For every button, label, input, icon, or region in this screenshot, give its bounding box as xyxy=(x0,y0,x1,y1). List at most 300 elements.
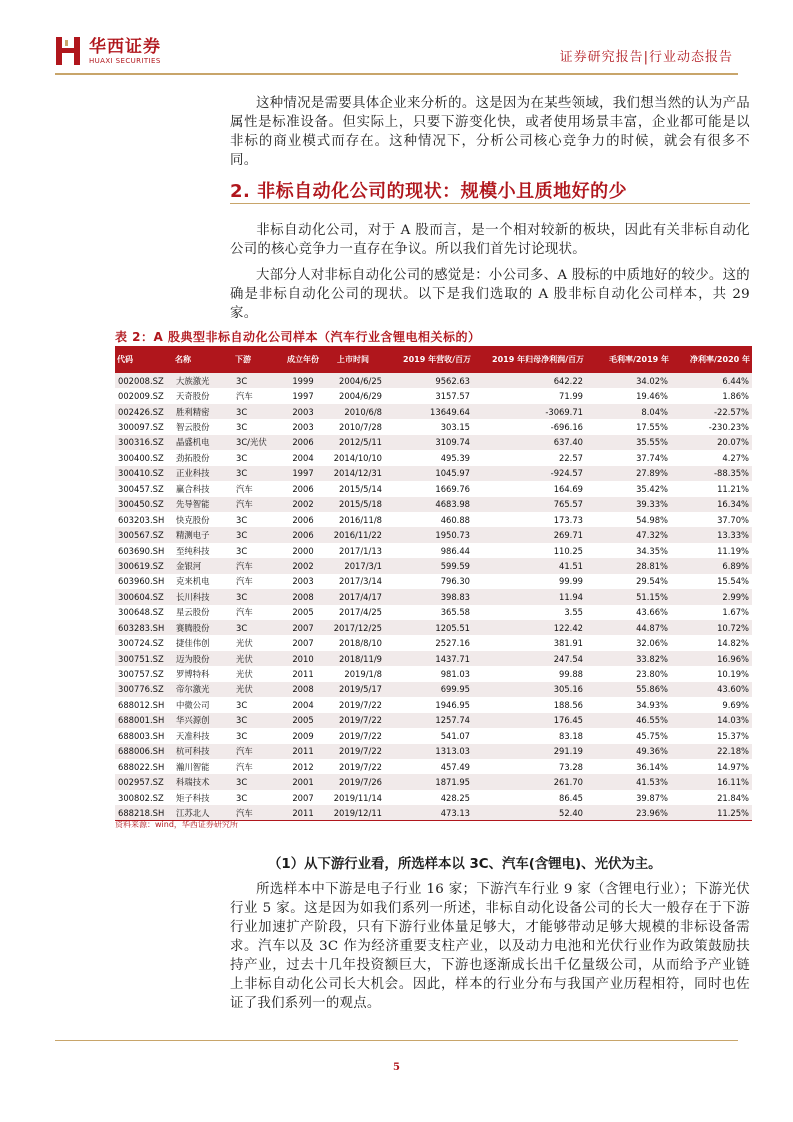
cell-revenue: 1257.74 xyxy=(435,715,470,726)
table-row xyxy=(115,466,752,481)
cell-net-margin: 14.97% xyxy=(717,761,749,772)
cell-downstream: 光伏 xyxy=(236,638,253,649)
cell-revenue: 457.49 xyxy=(440,761,470,772)
cell-downstream: 3C xyxy=(236,406,248,417)
cell-net-margin: 16.11% xyxy=(717,777,749,788)
table-row xyxy=(115,388,752,403)
paragraph-intro xyxy=(230,94,750,170)
section-heading-underline xyxy=(230,203,750,204)
report-type: 证券研究报告|行业动态报告 xyxy=(559,50,733,65)
cell-net-profit: -924.57 xyxy=(550,468,583,479)
cell-net-margin: 37.70% xyxy=(717,514,749,525)
cell-revenue: 1437.71 xyxy=(435,653,470,664)
cell-listed: 2017/1/13 xyxy=(339,545,382,556)
cell-founded: 2006 xyxy=(292,483,314,494)
cell-net-profit: 247.54 xyxy=(553,653,583,664)
cell-downstream: 汽车 xyxy=(236,576,253,587)
cell-gross-margin: 43.66% xyxy=(636,607,668,618)
cell-code: 603203.SH xyxy=(118,514,165,525)
cell-listed: 2014/12/31 xyxy=(333,468,382,479)
cell-code: 688006.SH xyxy=(118,746,165,757)
cell-name: 罗博特科 xyxy=(176,669,210,680)
cell-name: 金银河 xyxy=(176,560,202,571)
cell-code: 688022.SH xyxy=(118,761,165,772)
cell-revenue: 303.15 xyxy=(440,422,470,433)
cell-gross-margin: 39.87% xyxy=(636,792,668,803)
cell-net-margin: 20.07% xyxy=(717,437,749,448)
header-gross-margin: 毛利率/2019 年 xyxy=(609,355,669,364)
cell-name: 快克股份 xyxy=(176,514,210,525)
cell-listed: 2019/7/22 xyxy=(339,761,382,772)
brand-name-cn: 华西证券 xyxy=(89,36,161,57)
cell-downstream: 光伏 xyxy=(236,653,253,664)
table-row xyxy=(115,635,752,650)
cell-listed: 2015/5/18 xyxy=(339,499,382,510)
cell-code: 300724.SZ xyxy=(118,638,164,649)
cell-revenue: 1950.73 xyxy=(435,530,470,541)
header-revenue: 2019 年营收/百万 xyxy=(403,355,471,364)
cell-net-profit: 291.19 xyxy=(553,746,583,757)
cell-code: 002426.SZ xyxy=(118,406,164,417)
cell-net-margin: 6.44% xyxy=(722,375,749,386)
cell-code: 688001.SH xyxy=(118,715,165,726)
cell-name: 赛腾股份 xyxy=(176,622,210,633)
cell-name: 杭可科技 xyxy=(176,746,210,757)
cell-gross-margin: 34.02% xyxy=(636,375,668,386)
cell-gross-margin: 51.15% xyxy=(636,591,668,602)
cell-net-profit: 637.40 xyxy=(553,437,583,448)
page-number: 5 xyxy=(393,1062,400,1073)
table-row xyxy=(115,527,752,542)
cell-name: 长川科技 xyxy=(176,591,210,602)
cell-gross-margin: 32.06% xyxy=(636,638,668,649)
cell-revenue: 1669.76 xyxy=(435,483,470,494)
cell-gross-margin: 41.53% xyxy=(636,777,668,788)
cell-downstream: 3C xyxy=(236,591,248,602)
cell-code: 300457.SZ xyxy=(118,483,164,494)
cell-founded: 2007 xyxy=(292,622,314,633)
cell-revenue: 1313.03 xyxy=(435,746,470,757)
cell-revenue: 599.59 xyxy=(440,560,470,571)
cell-listed: 2004/6/29 xyxy=(339,391,382,402)
cell-code: 300776.SZ xyxy=(118,684,164,695)
header-net-profit: 2019 年归母净利润/百万 xyxy=(492,355,584,364)
cell-code: 688218.SH xyxy=(115,805,173,820)
cell-founded: 2005 xyxy=(292,715,314,726)
cell-listed: 2018/11/9 xyxy=(339,653,382,664)
cell-gross-margin: 23.96% xyxy=(586,805,671,820)
cell-revenue: 1871.95 xyxy=(435,777,470,788)
cell-listed: 2018/8/10 xyxy=(339,638,382,649)
cell-downstream: 汽车 xyxy=(233,805,285,820)
cell-revenue: 398.83 xyxy=(440,591,470,602)
brand-logo xyxy=(55,34,161,68)
cell-founded: 1999 xyxy=(292,375,314,386)
cell-founded: 2006 xyxy=(292,514,314,525)
cell-code: 300097.SZ xyxy=(118,422,164,433)
cell-listed: 2017/4/17 xyxy=(339,591,382,602)
cell-net-margin: 9.69% xyxy=(722,699,749,710)
cell-name: 华兴源创 xyxy=(176,715,210,726)
cell-founded: 2002 xyxy=(292,499,314,510)
huaxi-logo-icon xyxy=(55,35,81,67)
cell-downstream: 3C xyxy=(236,468,248,479)
cell-name: 星云股份 xyxy=(176,607,210,618)
cell-listed: 2019/7/22 xyxy=(339,715,382,726)
header-net-margin: 净利率/2020 年 xyxy=(690,355,750,364)
table-row xyxy=(115,404,752,419)
table-row xyxy=(115,790,752,805)
cell-founded: 2007 xyxy=(292,792,314,803)
cell-founded: 2010 xyxy=(292,653,314,664)
cell-gross-margin: 35.42% xyxy=(636,483,668,494)
cell-net-margin: 11.25% xyxy=(671,805,752,820)
cell-founded: 2003 xyxy=(292,406,314,417)
table-row xyxy=(115,589,752,604)
cell-gross-margin: 19.46% xyxy=(636,391,668,402)
paragraph-current-state xyxy=(230,221,750,259)
cell-listed: 2019/7/22 xyxy=(339,746,382,757)
footer-divider xyxy=(55,1040,738,1041)
cell-founded: 2001 xyxy=(292,777,314,788)
table-row xyxy=(115,512,752,527)
header-code: 代码 xyxy=(117,355,133,364)
cell-gross-margin: 34.93% xyxy=(636,699,668,710)
table-row xyxy=(115,481,752,496)
cell-revenue: 4683.98 xyxy=(435,499,470,510)
cell-name: 天准科技 xyxy=(176,730,210,741)
cell-code: 002009.SZ xyxy=(118,391,164,402)
cell-name: 正业科技 xyxy=(176,468,210,479)
cell-gross-margin: 47.32% xyxy=(636,530,668,541)
cell-listed: 2019/5/17 xyxy=(339,684,382,695)
cell-listed: 2017/12/25 xyxy=(333,622,382,633)
table-header-row xyxy=(115,346,752,373)
cell-founded: 2008 xyxy=(292,591,314,602)
cell-net-profit: 642.22 xyxy=(553,375,583,386)
cell-name: 迈为股份 xyxy=(176,653,210,664)
cell-name: 大族激光 xyxy=(176,375,210,386)
cell-net-margin: 15.37% xyxy=(717,730,749,741)
cell-gross-margin: 27.89% xyxy=(636,468,668,479)
cell-revenue: 1205.51 xyxy=(435,622,470,633)
cell-revenue: 2527.16 xyxy=(435,638,470,649)
cell-code: 300802.SZ xyxy=(118,792,164,803)
cell-listed: 2004/6/25 xyxy=(339,375,382,386)
cell-downstream: 3C xyxy=(236,622,248,633)
cell-revenue: 1045.97 xyxy=(435,468,470,479)
cell-listed: 2017/3/14 xyxy=(339,576,382,587)
cell-net-profit: 52.40 xyxy=(473,805,586,820)
cell-name: 晶盛机电 xyxy=(176,437,210,448)
cell-gross-margin: 35.55% xyxy=(636,437,668,448)
cell-code: 300648.SZ xyxy=(118,607,164,618)
table-row xyxy=(115,774,752,789)
cell-name: 至纯科技 xyxy=(176,545,210,556)
cell-net-profit: 99.88 xyxy=(559,669,583,680)
company-sample-table xyxy=(115,346,752,821)
cell-net-profit: 86.45 xyxy=(559,792,583,803)
cell-name: 先导智能 xyxy=(176,499,210,510)
cell-name: 劲拓股份 xyxy=(176,452,210,463)
cell-code: 300450.SZ xyxy=(118,499,164,510)
table-row xyxy=(115,558,752,573)
cell-founded: 2009 xyxy=(292,730,314,741)
cell-gross-margin: 46.55% xyxy=(636,715,668,726)
cell-code: 300757.SZ xyxy=(118,669,164,680)
cell-gross-margin: 36.14% xyxy=(636,761,668,772)
table-row xyxy=(115,759,752,774)
cell-downstream: 3C xyxy=(236,730,248,741)
cell-downstream: 汽车 xyxy=(236,391,253,402)
table-row xyxy=(115,543,752,558)
cell-net-profit: 71.99 xyxy=(559,391,583,402)
cell-net-profit: 41.51 xyxy=(559,560,583,571)
cell-founded: 2000 xyxy=(292,545,314,556)
cell-net-margin: 4.27% xyxy=(722,452,749,463)
cell-name: 帝尔激光 xyxy=(176,684,210,695)
cell-net-profit: 11.94 xyxy=(559,591,583,602)
cell-downstream: 汽车 xyxy=(236,746,253,757)
cell-net-margin: 10.72% xyxy=(717,622,749,633)
cell-gross-margin: 29.54% xyxy=(636,576,668,587)
cell-downstream: 3C/光伏 xyxy=(236,437,267,448)
cell-net-margin: 22.18% xyxy=(717,746,749,757)
cell-listed: 2019/7/22 xyxy=(339,730,382,741)
cell-revenue: 9562.63 xyxy=(435,375,470,386)
cell-listed: 2019/12/11 xyxy=(321,805,385,820)
table-row xyxy=(115,497,752,512)
cell-net-margin: 6.89% xyxy=(722,560,749,571)
paragraph-current-state-text: 非标自动化公司，对于 A 股而言，是一个相对较新的板块，因此有关非标自动化公司的核心竞争力一直存在争议。所以我们首先讨论现状。 xyxy=(230,223,750,257)
cell-net-margin: 15.54% xyxy=(717,576,749,587)
cell-downstream: 3C xyxy=(236,422,248,433)
cell-founded: 2011 xyxy=(292,669,314,680)
cell-net-margin: 16.96% xyxy=(717,653,749,664)
cell-downstream: 汽车 xyxy=(236,761,253,772)
cell-listed: 2019/11/14 xyxy=(333,792,382,803)
cell-revenue: 541.07 xyxy=(440,730,470,741)
cell-net-profit: 83.18 xyxy=(559,730,583,741)
cell-gross-margin: 33.82% xyxy=(636,653,668,664)
table-row xyxy=(115,728,752,743)
cell-name: 科瑞技术 xyxy=(176,777,210,788)
cell-listed: 2019/7/26 xyxy=(339,777,382,788)
paragraph-sample-text: 大部分人对非标自动化公司的感觉是：小公司多、A 股标的中质地好的较少。这的确是非标自动化公司的现状。以下是我们选取的 A 股非标自动化公司样本，共 29 家。 xyxy=(230,268,750,321)
table-row xyxy=(115,450,752,465)
cell-gross-margin: 54.98% xyxy=(636,514,668,525)
cell-code: 688012.SH xyxy=(118,699,165,710)
cell-code: 300604.SZ xyxy=(118,591,164,602)
cell-net-margin: 14.03% xyxy=(717,715,749,726)
cell-revenue: 13649.64 xyxy=(430,406,470,417)
cell-revenue: 699.95 xyxy=(440,684,470,695)
cell-revenue: 986.44 xyxy=(440,545,470,556)
cell-code: 300410.SZ xyxy=(118,468,164,479)
cell-net-margin: 13.33% xyxy=(717,530,749,541)
cell-name: 智云股份 xyxy=(176,422,210,433)
cell-name: 克来机电 xyxy=(176,576,210,587)
header-listed: 上市时间 xyxy=(337,355,369,364)
cell-code: 300567.SZ xyxy=(118,530,164,541)
cell-listed: 2016/11/22 xyxy=(333,530,382,541)
cell-listed: 2010/6/8 xyxy=(344,406,382,417)
cell-founded: 2011 xyxy=(285,805,321,820)
cell-gross-margin: 39.33% xyxy=(636,499,668,510)
cell-gross-margin: 45.75% xyxy=(636,730,668,741)
table-title: 表 2：A 股典型非标自动化公司样本（汽车行业含锂电相关标的） xyxy=(115,330,481,344)
cell-code: 300316.SZ xyxy=(118,437,164,448)
table-row xyxy=(115,419,752,434)
cell-gross-margin: 49.36% xyxy=(636,746,668,757)
header-founded: 成立年份 xyxy=(287,355,319,364)
cell-downstream: 汽车 xyxy=(236,607,253,618)
cell-code: 002008.SZ xyxy=(118,375,164,386)
section-heading: 2. 非标自动化公司的现状：规模小且质地好的少 xyxy=(230,181,628,202)
cell-downstream: 光伏 xyxy=(236,669,253,680)
cell-net-margin: 43.60% xyxy=(717,684,749,695)
cell-net-profit: 99.99 xyxy=(559,576,583,587)
table-row xyxy=(115,651,752,666)
cell-gross-margin: 23.80% xyxy=(636,669,668,680)
cell-gross-margin: 17.55% xyxy=(636,422,668,433)
cell-downstream: 3C xyxy=(236,375,248,386)
cell-founded: 2004 xyxy=(292,699,314,710)
cell-founded: 2004 xyxy=(292,452,314,463)
cell-net-profit: 164.69 xyxy=(553,483,583,494)
cell-code: 300400.SZ xyxy=(118,452,164,463)
paragraph-intro-text: 这种情况是需要具体企业来分析的。这是因为在某些领域，我们想当然的认为产品属性是标准设备。但实际上，只要下游变化快，或者使用场景丰富，企业都可能是以非标的商业模式而存在。这种情况下，分析公司核心竞争力的时候，就会有很多不同。 xyxy=(230,96,750,168)
cell-downstream: 3C xyxy=(236,514,248,525)
brand-name-en: HUAXI SECURITIES xyxy=(89,56,161,65)
cell-listed: 2016/11/8 xyxy=(339,514,382,525)
cell-downstream: 3C xyxy=(236,452,248,463)
cell-gross-margin: 28.81% xyxy=(636,560,668,571)
paragraph-downstream-text: 所选样本中下游是电子行业 16 家；下游汽车行业 9 家（含锂电行业）；下游光伏行业 5 家。这是因为如我们系列一所述，非标自动化设备公司的长大一般存在于下游行业加速扩产阶段，只有下游行业体量足够大，才能够带动足够大规模的非标设备需求。汽车以及 3C 作为经济重要支柱产业，以及动力电池和光伏行业作为政策鼓励扶持产业，过去十几年投资额巨大，下游也逐渐成长出千亿量级公司，从而给予产业链上非标自动化公司长大机会。因此，样本的行业分布与我国产业历程相符，同时也佐证了我们系列一的观点。 xyxy=(230,882,750,1011)
cell-code: 300751.SZ xyxy=(118,653,164,664)
cell-net-profit: 305.16 xyxy=(553,684,583,695)
paragraph-downstream xyxy=(230,880,750,1013)
cell-revenue: 981.03 xyxy=(440,669,470,680)
cell-revenue: 473.13 xyxy=(385,805,473,820)
cell-gross-margin: 37.74% xyxy=(636,452,668,463)
table-row xyxy=(115,744,752,759)
cell-revenue: 428.25 xyxy=(440,792,470,803)
cell-net-margin: 10.19% xyxy=(717,669,749,680)
cell-gross-margin: 8.04% xyxy=(641,406,668,417)
cell-net-margin: 21.84% xyxy=(717,792,749,803)
cell-listed: 2019/1/8 xyxy=(344,669,382,680)
cell-downstream: 3C xyxy=(236,777,248,788)
subsection-heading: （1）从下游行业看，所选样本以 3C、汽车(含锂电)、光伏为主。 xyxy=(268,857,662,872)
cell-revenue: 1946.95 xyxy=(435,699,470,710)
cell-name: 胜利精密 xyxy=(176,406,210,417)
cell-founded: 2002 xyxy=(292,560,314,571)
cell-founded: 2006 xyxy=(292,530,314,541)
cell-net-profit: 110.25 xyxy=(553,545,583,556)
cell-downstream: 3C xyxy=(236,545,248,556)
cell-net-margin: 16.34% xyxy=(717,499,749,510)
cell-net-profit: -696.16 xyxy=(550,422,583,433)
cell-listed: 2015/5/14 xyxy=(339,483,382,494)
cell-revenue: 495.39 xyxy=(440,452,470,463)
table-row xyxy=(115,373,752,388)
cell-listed: 2012/5/11 xyxy=(339,437,382,448)
cell-net-margin: -88.35% xyxy=(714,468,749,479)
cell-net-margin: -230.23% xyxy=(708,422,749,433)
cell-founded: 1997 xyxy=(292,468,314,479)
cell-net-profit: 3.55 xyxy=(564,607,583,618)
cell-founded: 2003 xyxy=(292,576,314,587)
cell-listed: 2014/10/10 xyxy=(333,452,382,463)
cell-code: 603690.SH xyxy=(118,545,165,556)
cell-net-profit: 765.57 xyxy=(553,499,583,510)
cell-net-margin: 1.67% xyxy=(722,607,749,618)
cell-net-profit: 188.56 xyxy=(553,699,583,710)
table-source: 资料来源：wind，华西证券研究所 xyxy=(115,820,238,829)
cell-net-margin: 11.21% xyxy=(717,483,749,494)
cell-name: 精测电子 xyxy=(176,530,210,541)
table-row xyxy=(115,682,752,697)
cell-listed: 2017/4/25 xyxy=(339,607,382,618)
cell-founded: 2003 xyxy=(292,422,314,433)
cell-net-profit: 381.91 xyxy=(553,638,583,649)
table-row xyxy=(115,574,752,589)
cell-name: 江苏北人 xyxy=(173,805,233,820)
cell-founded: 2006 xyxy=(292,437,314,448)
cell-net-profit: 269.71 xyxy=(553,530,583,541)
cell-founded: 1997 xyxy=(292,391,314,402)
cell-net-profit: 22.57 xyxy=(559,452,583,463)
table-row xyxy=(115,697,752,712)
cell-net-margin: -22.57% xyxy=(714,406,749,417)
cell-code: 002957.SZ xyxy=(118,777,164,788)
cell-name: 矩子科技 xyxy=(176,792,210,803)
cell-founded: 2012 xyxy=(292,761,314,772)
cell-code: 603960.SH xyxy=(118,576,165,587)
table-row xyxy=(115,666,752,681)
cell-net-profit: 173.73 xyxy=(553,514,583,525)
cell-revenue: 460.88 xyxy=(440,514,470,525)
cell-name: 瀚川智能 xyxy=(176,761,210,772)
cell-gross-margin: 44.87% xyxy=(636,622,668,633)
cell-gross-margin: 34.35% xyxy=(636,545,668,556)
cell-downstream: 汽车 xyxy=(236,483,253,494)
cell-net-profit: 73.28 xyxy=(559,761,583,772)
cell-net-margin: 14.82% xyxy=(717,638,749,649)
table-row xyxy=(115,435,752,450)
cell-net-profit: 176.45 xyxy=(553,715,583,726)
cell-name: 捷佳伟创 xyxy=(176,638,210,649)
cell-downstream: 3C xyxy=(236,530,248,541)
cell-code: 300619.SZ xyxy=(118,560,164,571)
cell-downstream: 汽车 xyxy=(236,499,253,510)
header-downstream: 下游 xyxy=(235,355,251,364)
cell-name: 天奇股份 xyxy=(176,391,210,402)
paragraph-sample xyxy=(230,266,750,323)
cell-net-margin: 2.99% xyxy=(722,591,749,602)
cell-code: 688003.SH xyxy=(118,730,165,741)
table-row xyxy=(115,620,752,635)
cell-net-margin: 11.19% xyxy=(717,545,749,556)
cell-net-profit: 261.70 xyxy=(553,777,583,788)
cell-net-margin: 1.86% xyxy=(722,391,749,402)
cell-founded: 2005 xyxy=(292,607,314,618)
cell-revenue: 365.58 xyxy=(440,607,470,618)
cell-founded: 2008 xyxy=(292,684,314,695)
cell-founded: 2007 xyxy=(292,638,314,649)
cell-gross-margin: 55.86% xyxy=(636,684,668,695)
